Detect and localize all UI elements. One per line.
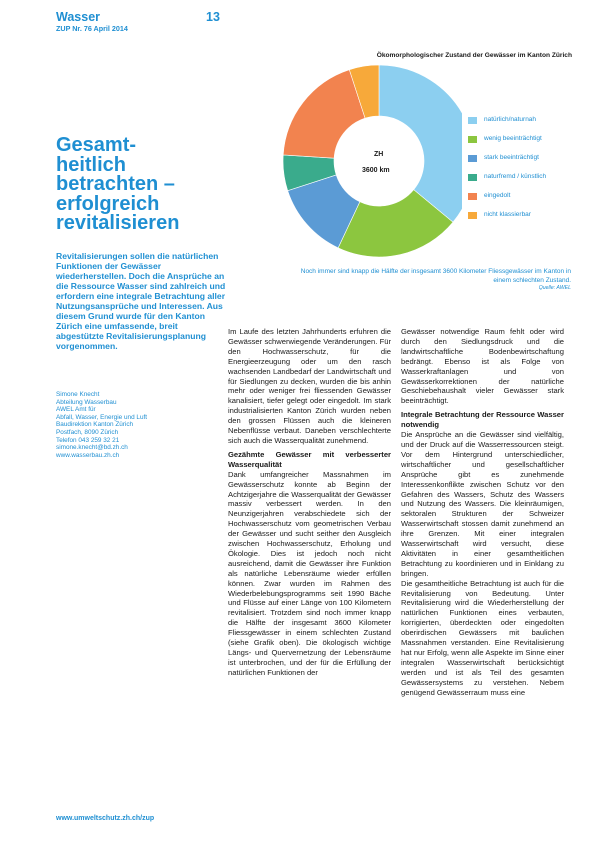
- issue-label: ZUP Nr. 76 April 2014: [56, 24, 128, 33]
- donut-chart: [282, 60, 462, 270]
- body-paragraph: Die gesamtheitliche Betrachtung ist auch für die Revitalisierung von Bedeutung. Unter Revitalisierung wird die Wiederherstellung der natürlichen Funktionen eines verbauten, korrigierten, überdeckten oder eingedolten oberirdischen Gewässers mit baulichen Massnahmen verstanden. Eine Revitalisierung hat nur Erfolg, wenn alle Aspekte im Sinne einer integralen Wasserwirtschaft berücksichtigt werden und ist als Teil des gesamten Gewässersystems zu verstehen. Nebem genügend Gewässerraum muss eine: [401, 578, 564, 697]
- contact-line: Abfall, Wasser, Energie und Luft: [56, 413, 148, 421]
- article-lead: Revitalisierungen sollen die natürlichen Funktionen der Gewässer wiederherstellen. Doch die Ansprüche an die Ressource Wasser sind zahlreich und erfordern eine integrale Betrachtung aller Nutzungsansprüche und Interessen. Aus diesem Grund wurde für den Kanton Zürich eine umfassende, breit abgestützte Revitalisierungsplanung vorgenommen.: [56, 251, 226, 351]
- chart-center-label: ZH: [374, 151, 384, 158]
- headline-line: Gesamt-: [56, 134, 137, 156]
- legend-swatch: [468, 155, 477, 162]
- donut-slice: [283, 70, 365, 158]
- subheading: Integrale Betrachtung der Ressource Wasser notwendig: [401, 410, 564, 430]
- chart-center-value: 3600 km: [362, 167, 390, 174]
- legend-swatch: [468, 193, 477, 200]
- contact-line: Telefon 043 259 32 21: [56, 436, 120, 444]
- subheading: Gezähmte Gewässer mit verbesserter Wasserqualität: [228, 449, 391, 469]
- body-paragraph: Gewässer notwendige Raum fehlt oder wird durch den Siedlungsdruck und die landwirtschaftliche Bodenbewirtschaftung bedrängt. Ebenso ist als Folge von Wasserkraftanlagen und von Gewässerkorrektionen der natürliche Geschiebehaushalt vieler Gewässer stark beeinträchtigt.: [401, 327, 564, 406]
- body-paragraph: Dank umfangreicher Massnahmen im Gewässerschutz konnte ab Beginn der Achtzigerjahre die Wasserqualität der Gewässer massiv verbessert werden. In den Neunzigerjahren verabschiedete sich der Hochwasserschutz vom geometrischen Verbau der Gewässer und sucht seither den Ausgleich zwischen Hochwasserschutz, Erholung und Ökologie. Dies ist jedoch noch nicht ausreichend, damit die Gewässer ihre Funktion als natürliche Lebensräume wieder erfüllen können. Zwar wurden im Rahmen des Wiederbelebungsprogramms seit 1990 Bäche und Flüsse auf einer Länge von 100 Kilometern revitalisiert. Trotzdem sind noch immer knapp die Hälfte der insgesamt 3600 Kilometer Fliessgewässer in einem schlechten Zustand (siehe Grafik oben). Die ökologisch wichtige Längs- und Quervernetzung der Lebensräume ist unterbrochen, und der für die Erfüllung der natürlichen Funktionen der: [228, 469, 391, 677]
- chart-source: Quelle: AWEL: [538, 285, 571, 291]
- legend-swatch: [468, 212, 477, 219]
- legend-swatch: [468, 174, 477, 181]
- contact-line: Baudirektion Kanton Zürich: [56, 421, 134, 429]
- page-number: 13: [206, 10, 220, 24]
- section-title: Wasser: [56, 10, 101, 24]
- legend-swatch: [468, 117, 477, 124]
- headline-line: heitlich: [56, 153, 127, 176]
- chart-caption: Noch immer sind knapp die Hälfte der insgesamt 3600 Kilometer Fliessgewässer im Kanton in einem schlechten Zustand.: [300, 268, 571, 284]
- contact-line: Simone Knecht: [56, 391, 100, 398]
- author-contact: [56, 391, 226, 459]
- contact-line: AWEL Amt für: [56, 406, 96, 414]
- article-headline: [56, 136, 236, 234]
- legend-label: natürlich/naturnah: [484, 116, 537, 123]
- legend-label: wenig beeinträchtigt: [484, 135, 542, 142]
- chart-title: Ökomorphologischer Zustand der Gewässer im Kanton Zürich: [376, 52, 572, 59]
- headline-line: revitalisieren: [56, 212, 180, 234]
- legend-label: naturfremd / künstlich: [484, 173, 547, 180]
- headline-line: erfolgreich: [56, 192, 160, 215]
- article-column-2: [401, 327, 564, 698]
- body-paragraph: Im Laufe des letzten Jahrhunderts erfuhren die Gewässer schwerwiegende Veränderungen. Für den Hochwasserschutz, für die Energieerzeugung oder um den rasch wachsenden Landbedarf der Landwirtschaft und für Siedlungen zu decken, wurden die bis anhin mehr oder weniger frei fliessenden Gewässer kanalisiert, tiefer gelegt oder eingedolt. Im stark industrialisierten Kanton Zürich wurden neben den grossen Flüssen auch die kleineren Nebenflüsse verbaut. Daneben verschlechterte sich auch die Wasserqualität zunehmend.: [228, 327, 391, 445]
- contact-line: Postfach, 8090 Zürich: [56, 428, 119, 436]
- contact-email-link[interactable]: simone.knecht@bd.zh.ch: [56, 444, 128, 452]
- contact-line: Abteilung Wasserbau: [56, 398, 117, 406]
- legend-label: eingedolt: [484, 192, 511, 199]
- headline-line: betrachten –: [56, 173, 175, 195]
- body-paragraph: Die Ansprüche an die Gewässer sind vielfältig, und der Druck auf die Wasserressourcen steigt. Vor dem Hintergrund unterschiedlicher, wirtschaftlicher und gesellschaftlicher Ansprüche gibt es zunehmende Interessenkonflikte zwischen Schutz vor den Gefahren des Wassers, Schutz des Wassers und Nutzung des Wassers. Die kleinräumigen, sektoralen Strukturen der Schweizer Wasserwirtschaft stossen damit zunehmend an ihre Grenzen. Mit einer integralen Wasserwirtschaft wird versucht, diese Aktivitäten in einer gesamtheitlichen Betrachtung zu koordinieren und in Einklang zu bringen.: [401, 430, 564, 578]
- footer-url-link[interactable]: www.umweltschutz.zh.ch/zup: [56, 815, 155, 822]
- legend-swatch: [468, 136, 477, 143]
- legend-label: nicht klassierbar: [484, 211, 531, 218]
- article-column-1: [228, 327, 391, 678]
- legend-label: stark beeinträchtigt: [484, 154, 539, 161]
- contact-website-link[interactable]: www.wasserbau.zh.ch: [56, 451, 120, 459]
